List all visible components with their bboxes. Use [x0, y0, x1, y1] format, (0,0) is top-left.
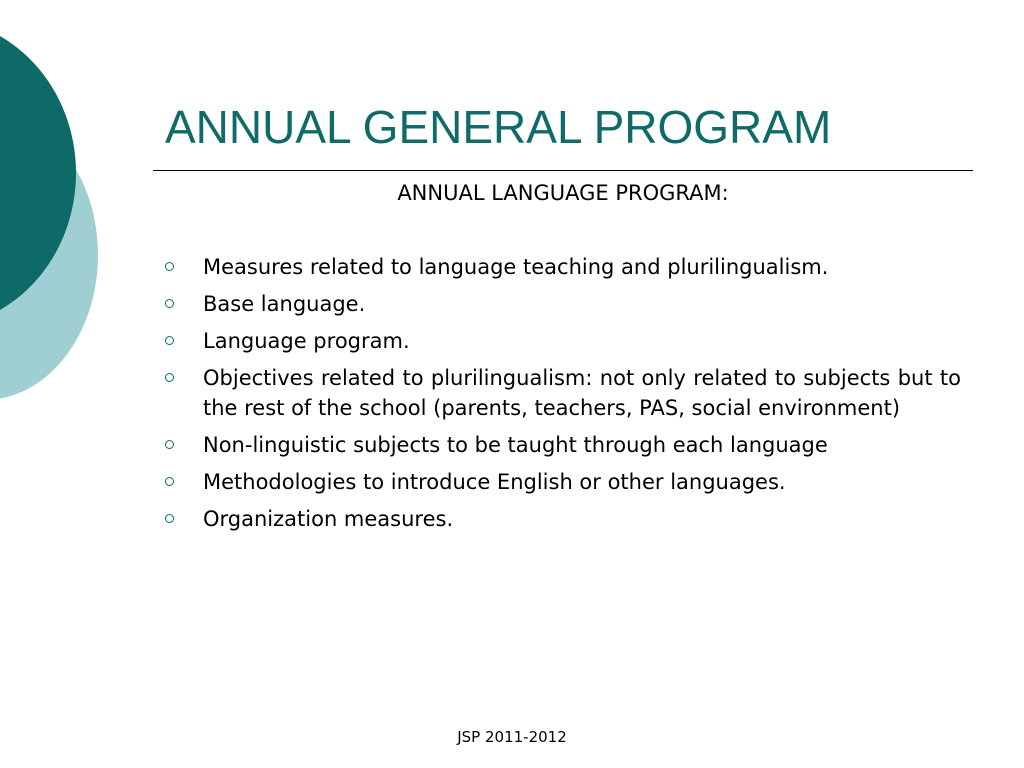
bullet-circle-icon: [165, 336, 174, 345]
list-item-text: Non-linguistic subjects to be taught through each language: [203, 433, 828, 457]
list-item: [163, 252, 961, 282]
slide-subtitle: ANNUAL LANGUAGE PROGRAM:: [397, 181, 729, 205]
bullet-circle-icon: [165, 440, 174, 449]
list-item: [163, 430, 961, 460]
bullet-circle-icon: [165, 477, 174, 486]
list-item-text: Methodologies to introduce English or other languages.: [203, 470, 786, 494]
list-item-text: Measures related to language teaching and plurilingualism.: [203, 255, 829, 279]
bullet-circle-icon: [165, 373, 174, 382]
list-item: [163, 326, 961, 356]
title-divider: [153, 170, 973, 171]
bullet-circle-icon: [165, 299, 174, 308]
list-item: [163, 289, 961, 319]
bullet-circle-icon: [165, 514, 174, 523]
list-item-text: Objectives related to plurilingualism: not only related to subjects but to the rest of the school (parents, teachers, PAS, social environment): [203, 366, 961, 420]
bullet-circle-icon: [165, 262, 174, 271]
slide-footer: JSP 2011-2012: [457, 728, 567, 746]
list-item-text: Base language.: [203, 292, 366, 316]
list-item-text: Organization measures.: [203, 507, 454, 531]
list-item: [163, 504, 961, 534]
slide-title: ANNUAL GENERAL PROGRAM: [165, 101, 832, 153]
list-item-text: Language program.: [203, 329, 410, 353]
bullet-list: [163, 252, 961, 541]
list-item: [163, 363, 961, 423]
list-item: [163, 467, 961, 497]
